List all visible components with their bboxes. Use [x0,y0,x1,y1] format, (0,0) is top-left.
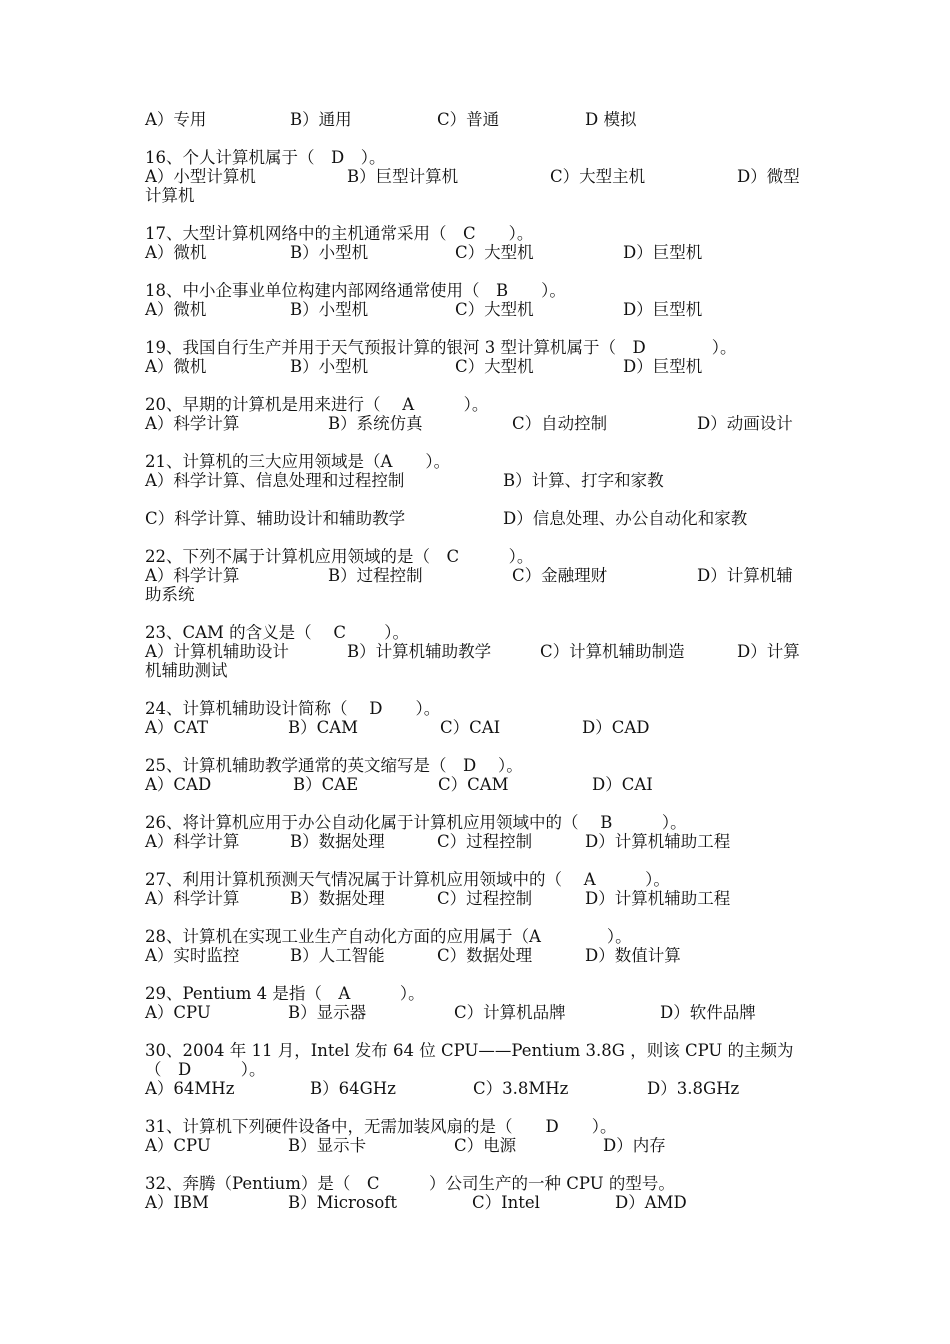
option-a: A）CPU [145,1003,211,1022]
option-d: D）软件品牌 [660,1003,756,1022]
option-c: C）自动控制 [512,414,608,433]
option-continuation: 机辅助测试 [145,661,228,680]
option-c: C）大型主机 [550,167,646,186]
option-row [145,1079,810,1098]
option-b: B）小型机 [290,357,369,376]
option-d: D）动画设计 [697,414,793,433]
option-b: B）64GHz [310,1079,396,1098]
option-d: D）3.8GHz [647,1079,740,1098]
option-a: A）IBM [145,1193,209,1212]
option-d: D）CAD [582,718,650,737]
question-text: 23、CAM 的含义是（ C ）。 [145,623,410,642]
option-a: A）CAT [145,718,209,737]
option-c: C）计算机辅助制造 [540,642,685,661]
option-continuation: 助系统 [145,585,195,604]
option-d: D）计算机辅助工程 [585,889,731,908]
option-row [145,946,810,965]
option-d: D 模拟 [585,110,637,129]
option-row [145,1193,810,1212]
question-text: 32、奔腾（Pentium）是（ C ）公司生产的一种 CPU 的型号。 [145,1174,675,1193]
question-text: 28、计算机在实现工业生产自动化方面的应用属于（A ）。 [145,927,632,946]
option-b: B）显示卡 [288,1136,367,1155]
question-text: 19、我国自行生产并用于天气预报计算的银河 3 型计算机属于（ D ）。 [145,338,737,357]
option-row [145,718,810,737]
option-row [145,414,810,433]
question-text: 24、计算机辅助设计简称（ D ）。 [145,699,441,718]
option-c: C）金融理财 [512,566,608,585]
option-row [145,566,810,585]
option-c: C）Intel [472,1193,540,1212]
question-text: 17、大型计算机网络中的主机通常采用（ C ）。 [145,224,534,243]
option-row [145,471,810,490]
option-row [145,167,810,186]
option-row [145,1136,810,1155]
option-c: C）电源 [454,1136,517,1155]
option-d: D）信息处理、办公自动化和家教 [503,509,748,528]
question-text: 26、将计算机应用于办公自动化属于计算机应用领域中的（ B ）。 [145,813,687,832]
option-row [145,509,810,528]
option-b: B）过程控制 [328,566,423,585]
option-d: D）AMD [615,1193,687,1212]
option-b: B）通用 [290,110,352,129]
option-row [145,889,810,908]
option-d: D）CAI [592,775,653,794]
option-c: C）3.8MHz [473,1079,569,1098]
question-text: 31、计算机下列硬件设备中，无需加装风扇的是（ D ）。 [145,1117,617,1136]
option-b: B）计算机辅助教学 [347,642,492,661]
option-a: A）科学计算 [145,566,240,585]
option-b: B）显示器 [288,1003,367,1022]
option-b: B）小型机 [290,300,369,319]
option-b: B）计算、打字和家教 [503,471,664,490]
option-a: A）小型计算机 [145,167,256,186]
option-row [145,243,810,262]
option-a: A）科学计算、信息处理和过程控制 [145,471,405,490]
option-continuation: 计算机 [145,186,195,205]
question-text: 22、下列不属于计算机应用领域的是（ C ）。 [145,547,534,566]
option-c: C）CAM [438,775,509,794]
option-c: C）大型机 [455,243,534,262]
option-b: B）Microsoft [288,1193,397,1212]
option-d: D）计算机辅助工程 [585,832,731,851]
question-text: 20、早期的计算机是用来进行（ A ）。 [145,395,489,414]
question-text: 29、Pentium 4 是指（ A ）。 [145,984,425,1003]
option-a: A）专用 [145,110,207,129]
option-row [145,110,810,129]
option-a: A）微机 [145,357,207,376]
option-a: A）科学计算 [145,414,240,433]
option-d: D）内存 [603,1136,666,1155]
option-b: B）小型机 [290,243,369,262]
option-row [145,300,810,319]
option-d: D）计算 [737,642,800,661]
option-b: B）人工智能 [290,946,385,965]
option-c: C）大型机 [455,300,534,319]
option-a: A）科学计算 [145,889,240,908]
option-a: A）科学计算 [145,832,240,851]
question-text: 21、计算机的三大应用领域是（A ）。 [145,452,451,471]
option-b: B）CAM [288,718,359,737]
option-d: D）数值计算 [585,946,681,965]
option-b: B）巨型计算机 [347,167,459,186]
option-c: C）计算机品牌 [454,1003,566,1022]
option-c: C）过程控制 [437,832,533,851]
option-d: D）计算机辅 [697,566,793,585]
option-c: C）过程控制 [437,889,533,908]
question-text: 30、2004 年 11 月，Intel 发布 64 位 CPU——Pentium 3.8G ，则该 CPU 的主频为（ D ）。 [145,1041,794,1079]
question-text: 18、中小企事业单位构建内部网络通常使用（ B ）。 [145,281,566,300]
option-d: D）微型 [737,167,800,186]
option-c: C）数据处理 [437,946,533,965]
option-row [145,1003,810,1022]
option-row [145,832,810,851]
option-b: B）数据处理 [290,889,385,908]
option-a: A）实时监控 [145,946,240,965]
option-row [145,357,810,376]
option-c: C）大型机 [455,357,534,376]
option-d: D）巨型机 [623,357,703,376]
option-a: A）微机 [145,243,207,262]
option-a: A）微机 [145,300,207,319]
option-a: A）CPU [145,1136,211,1155]
option-a: A）64MHz [145,1079,235,1098]
option-b: B）系统仿真 [328,414,423,433]
option-row [145,775,810,794]
question-text: 25、计算机辅助教学通常的英文缩写是（ D ）。 [145,756,523,775]
option-b: B）数据处理 [290,832,385,851]
option-a: A）CAD [145,775,212,794]
question-text: 27、利用计算机预测天气情况属于计算机应用领域中的（ A ）。 [145,870,670,889]
option-b: B）CAE [293,775,359,794]
option-row [145,642,810,661]
option-c: C）CAI [440,718,501,737]
option-a: A）计算机辅助设计 [145,642,289,661]
exam-document [145,110,810,1212]
option-d: D）巨型机 [623,243,703,262]
question-text: 16、个人计算机属于（ D ）。 [145,148,386,167]
option-d: D）巨型机 [623,300,703,319]
option-c: C）普通 [437,110,500,129]
option-c: C）科学计算、辅助设计和辅助教学 [145,509,406,528]
